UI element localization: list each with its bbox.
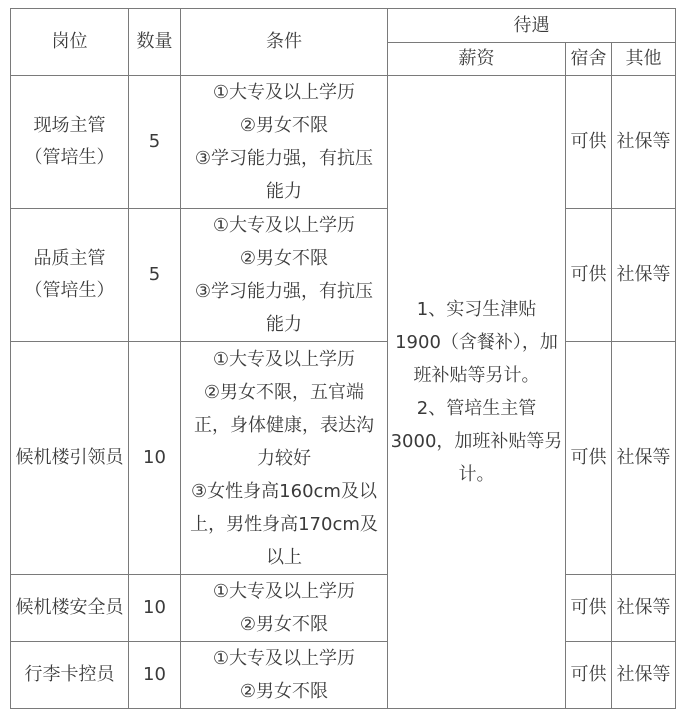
dorm-cell: 可供 — [566, 209, 612, 342]
position-line: 候机楼引领员 — [15, 447, 124, 468]
count-cell: 5 — [129, 76, 181, 209]
condition-line: ②男女不限 — [239, 681, 329, 702]
other-cell: 社保等 — [612, 209, 676, 342]
condition-line: ①大专及以上学历 — [212, 581, 356, 602]
condition-line: 正，身体健康，表达沟 — [194, 414, 374, 436]
salary-line: 1900（含餐补），加 — [395, 332, 558, 353]
position-cell — [11, 575, 129, 642]
other-cell: 社保等 — [612, 342, 676, 575]
conditions-cell — [181, 575, 388, 642]
conditions-cell — [181, 342, 388, 575]
condition-line: 以上 — [266, 546, 302, 568]
conditions-cell — [181, 642, 388, 709]
header-count: 数量 — [129, 9, 181, 76]
position-line: 候机楼安全员 — [15, 597, 124, 618]
table-row — [11, 575, 676, 642]
condition-line: ①大专及以上学历 — [212, 348, 356, 370]
salary-line: 3000，加班补贴等另 — [390, 431, 563, 452]
condition-line: 能力 — [266, 314, 302, 335]
table-row — [11, 642, 676, 709]
table-row — [11, 76, 676, 209]
count-cell: 10 — [129, 642, 181, 709]
table-row — [11, 209, 676, 342]
dorm-cell: 可供 — [566, 342, 612, 575]
position-cell — [11, 642, 129, 709]
condition-line: ③学习能力强，有抗压 — [194, 281, 374, 302]
condition-line: ③学习能力强，有抗压 — [194, 148, 374, 169]
conditions-cell — [181, 209, 388, 342]
other-cell: 社保等 — [612, 642, 676, 709]
condition-line: ②男女不限，五官端 — [203, 381, 365, 403]
header-salary: 薪资 — [388, 43, 566, 76]
salary-line: 计。 — [458, 464, 495, 485]
position-line: 行李卡控员 — [24, 664, 115, 685]
header-row — [11, 9, 676, 43]
dorm-cell: 可供 — [566, 76, 612, 209]
position-line: 现场主管 — [33, 115, 106, 136]
condition-line: ①大专及以上学历 — [212, 648, 356, 669]
salary-line: 2、管培生主管 — [416, 398, 537, 419]
salary-cell — [388, 76, 566, 709]
condition-line: 能力 — [266, 181, 302, 202]
table-row — [11, 342, 676, 575]
header-benefits: 待遇 — [388, 9, 676, 43]
condition-line: ③女性身高160cm及以 — [191, 480, 377, 502]
other-cell: 社保等 — [612, 76, 676, 209]
salary-line: 1、实习生津贴 — [416, 299, 537, 320]
count-cell: 10 — [129, 575, 181, 642]
other-cell: 社保等 — [612, 575, 676, 642]
position-cell — [11, 209, 129, 342]
condition-line: 力较好 — [257, 447, 311, 469]
header-position: 岗位 — [11, 9, 129, 76]
condition-line: ②男女不限 — [239, 115, 329, 136]
condition-line: 上，男性身高170cm及 — [190, 513, 378, 535]
header-dorm: 宿舍 — [566, 43, 612, 76]
position-line: （管培生） — [24, 280, 115, 301]
conditions-cell — [181, 76, 388, 209]
condition-line: ①大专及以上学历 — [212, 82, 356, 103]
header-other: 其他 — [612, 43, 676, 76]
dorm-cell: 可供 — [566, 642, 612, 709]
header-conditions: 条件 — [181, 9, 388, 76]
position-line: （管培生） — [24, 147, 115, 168]
count-cell: 10 — [129, 342, 181, 575]
position-cell — [11, 342, 129, 575]
condition-line: ②男女不限 — [239, 248, 329, 269]
position-cell — [11, 76, 129, 209]
condition-line: ②男女不限 — [239, 614, 329, 635]
count-cell: 5 — [129, 209, 181, 342]
recruitment-table — [10, 8, 676, 709]
position-line: 品质主管 — [33, 248, 106, 269]
condition-line: ①大专及以上学历 — [212, 215, 356, 236]
dorm-cell: 可供 — [566, 575, 612, 642]
salary-line: 班补贴等另计。 — [413, 365, 540, 386]
recruitment-table-container — [10, 8, 676, 709]
